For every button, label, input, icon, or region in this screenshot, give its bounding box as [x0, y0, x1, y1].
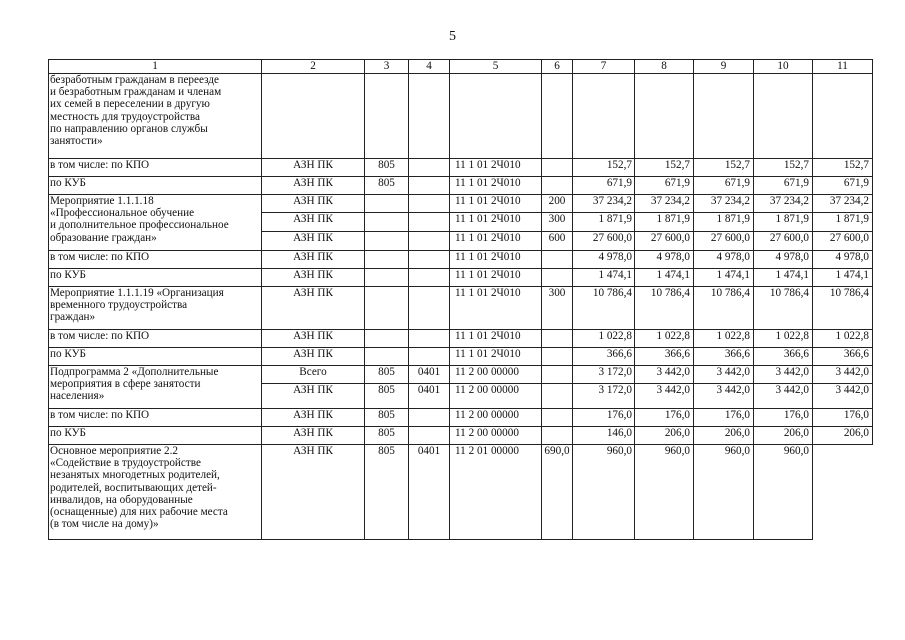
table-cell: [409, 427, 450, 445]
table-cell: [409, 348, 450, 366]
table-cell: 176,0: [813, 409, 873, 427]
table-row: [49, 427, 873, 445]
table-cell: 600: [542, 232, 573, 251]
table-cell: [409, 74, 450, 159]
table-cell: 11 1 01 2Ч010: [450, 330, 542, 348]
table-cell: 805: [365, 177, 409, 195]
table-cell: 4 978,0: [813, 251, 873, 269]
table-cell: 960,0: [694, 445, 754, 540]
table-cell: [813, 74, 873, 159]
table-cell: АЗН ПК: [262, 384, 365, 409]
table-cell: [262, 74, 365, 159]
table-cell: 671,9: [635, 177, 694, 195]
table-cell: 3 442,0: [813, 366, 873, 384]
table-cell: [542, 251, 573, 269]
table-cell: 805: [365, 366, 409, 384]
table-cell: 690,0: [542, 445, 573, 540]
table-cell: 10 786,4: [754, 287, 813, 330]
table-cell: 366,6: [635, 348, 694, 366]
table-cell: 0401: [409, 445, 450, 540]
table-cell: 960,0: [754, 445, 813, 540]
page-number: 5: [449, 29, 456, 44]
table-cell: АЗН ПК: [262, 427, 365, 445]
table-cell: 152,7: [813, 159, 873, 177]
column-header: 8: [635, 60, 694, 74]
table-cell: 11 1 01 2Ч010: [450, 251, 542, 269]
table-cell: 366,6: [754, 348, 813, 366]
table-cell: [365, 74, 409, 159]
table-cell: [450, 74, 542, 159]
table-cell: 300: [542, 287, 573, 330]
table-cell: 805: [365, 384, 409, 409]
table-cell: 11 2 00 00000: [450, 384, 542, 409]
table-cell: 1 871,9: [813, 213, 873, 232]
table-cell: [409, 159, 450, 177]
table-cell: 1 871,9: [694, 213, 754, 232]
table-cell: 4 978,0: [754, 251, 813, 269]
table-cell: [542, 409, 573, 427]
table-row: [49, 177, 873, 195]
table-cell: 960,0: [573, 445, 635, 540]
row-label: в том числе: по КПО: [49, 330, 262, 348]
table-cell: 11 1 01 2Ч010: [450, 348, 542, 366]
table-cell: [365, 195, 409, 213]
table-cell: 27 600,0: [694, 232, 754, 251]
table-cell: 10 786,4: [813, 287, 873, 330]
table-cell: 206,0: [635, 427, 694, 445]
table-cell: 37 234,2: [754, 195, 813, 213]
budget-table: [48, 59, 873, 540]
table-row: [49, 445, 873, 540]
row-label: Подпрограмма 2 «Дополнительные мероприятия в сфере занятости населения»: [49, 366, 262, 409]
table-cell: АЗН ПК: [262, 445, 365, 540]
row-label: по КУБ: [49, 427, 262, 445]
table-cell: Всего: [262, 366, 365, 384]
table-cell: 805: [365, 427, 409, 445]
table-cell: 1 022,8: [694, 330, 754, 348]
table-cell: 11 1 01 2Ч010: [450, 287, 542, 330]
table-cell: 37 234,2: [573, 195, 635, 213]
table-cell: 4 978,0: [635, 251, 694, 269]
table-cell: [365, 251, 409, 269]
column-header: 3: [365, 60, 409, 74]
table-row: [49, 269, 873, 287]
table-cell: 366,6: [813, 348, 873, 366]
table-cell: 10 786,4: [694, 287, 754, 330]
table-cell: 300: [542, 213, 573, 232]
table-cell: 4 978,0: [694, 251, 754, 269]
table-cell: 27 600,0: [813, 232, 873, 251]
table-cell: [542, 159, 573, 177]
table-cell: [542, 330, 573, 348]
table-cell: [365, 330, 409, 348]
table-cell: [542, 269, 573, 287]
row-label: по КУБ: [49, 177, 262, 195]
column-header: 4: [409, 60, 450, 74]
table-cell: 366,6: [573, 348, 635, 366]
table-cell: 3 442,0: [635, 366, 694, 384]
table-cell: [409, 195, 450, 213]
table-cell: 805: [365, 159, 409, 177]
table-cell: 11 2 00 00000: [450, 409, 542, 427]
table-cell: [542, 384, 573, 409]
table-cell: 4 978,0: [573, 251, 635, 269]
table-cell: 176,0: [694, 409, 754, 427]
table-cell: 805: [365, 445, 409, 540]
table-cell: 176,0: [635, 409, 694, 427]
table-cell: 10 786,4: [635, 287, 694, 330]
table-cell: 1 871,9: [754, 213, 813, 232]
table-row: [49, 287, 873, 330]
table-cell: 366,6: [694, 348, 754, 366]
table-cell: [409, 177, 450, 195]
table-cell: [542, 74, 573, 159]
table-cell: 37 234,2: [635, 195, 694, 213]
table-cell: 11 1 01 2Ч010: [450, 232, 542, 251]
table-cell: [409, 213, 450, 232]
table-cell: [542, 177, 573, 195]
table-cell: 1 474,1: [573, 269, 635, 287]
column-header: 11: [813, 60, 873, 74]
table-cell: [409, 232, 450, 251]
table-cell: АЗН ПК: [262, 269, 365, 287]
table-cell: 1 474,1: [635, 269, 694, 287]
table-cell: [365, 287, 409, 330]
table-cell: 671,9: [573, 177, 635, 195]
table-cell: [409, 287, 450, 330]
table-cell: [365, 269, 409, 287]
table-cell: 1 022,8: [754, 330, 813, 348]
table-cell: АЗН ПК: [262, 251, 365, 269]
table-cell: [365, 232, 409, 251]
table-cell: 1 474,1: [694, 269, 754, 287]
table-row: [49, 348, 873, 366]
column-header: 6: [542, 60, 573, 74]
table-cell: АЗН ПК: [262, 213, 365, 232]
table-cell: 3 442,0: [754, 384, 813, 409]
table-cell: 671,9: [754, 177, 813, 195]
table-cell: АЗН ПК: [262, 348, 365, 366]
table-cell: 11 1 01 2Ч010: [450, 213, 542, 232]
row-label: по КУБ: [49, 348, 262, 366]
table-cell: 37 234,2: [694, 195, 754, 213]
table-cell: [635, 74, 694, 159]
table-cell: 176,0: [754, 409, 813, 427]
column-header: 2: [262, 60, 365, 74]
table-cell: [409, 251, 450, 269]
table-cell: 11 2 01 00000: [450, 445, 542, 540]
column-header: 1: [49, 60, 262, 74]
table-cell: 11 1 01 2Ч010: [450, 269, 542, 287]
table-cell: 0401: [409, 366, 450, 384]
table-cell: [365, 348, 409, 366]
table-cell: 3 442,0: [694, 384, 754, 409]
table-row: [49, 251, 873, 269]
table-cell: 37 234,2: [813, 195, 873, 213]
row-label: безработным гражданам в переезде и безработным гражданам и членам их семей в переселении в другую местность для трудоустройства по направлению органов службы занятости»: [49, 74, 262, 159]
table-cell: 27 600,0: [573, 232, 635, 251]
table-cell: 27 600,0: [635, 232, 694, 251]
table-cell: [754, 74, 813, 159]
table-cell: 27 600,0: [754, 232, 813, 251]
table-cell: 152,7: [573, 159, 635, 177]
table-cell: [365, 213, 409, 232]
table-cell: 206,0: [754, 427, 813, 445]
table-cell: 3 442,0: [694, 366, 754, 384]
table-cell: [542, 348, 573, 366]
table-cell: 1 022,8: [635, 330, 694, 348]
table-row: [49, 195, 873, 213]
table-cell: 1 022,8: [813, 330, 873, 348]
table-cell: 176,0: [573, 409, 635, 427]
table-cell: АЗН ПК: [262, 330, 365, 348]
table-cell: 805: [365, 409, 409, 427]
table-cell: 206,0: [813, 427, 873, 445]
table-cell: 11 2 00 00000: [450, 366, 542, 384]
table-cell: 3 442,0: [813, 384, 873, 409]
header-row: [49, 60, 873, 74]
table-cell: 3 442,0: [635, 384, 694, 409]
table-cell: АЗН ПК: [262, 232, 365, 251]
row-label: Основное мероприятие 2.2 «Содействие в трудоустройстве незанятых многодетных родителей, родителей, воспитывающих детей- инвалидов, на оборудованные (оснащенные) для них рабочие места (в том числе на дому)»: [49, 445, 262, 540]
column-header: 5: [450, 60, 542, 74]
table-cell: 200: [542, 195, 573, 213]
row-label: в том числе: по КПО: [49, 409, 262, 427]
table-cell: АЗН ПК: [262, 195, 365, 213]
table-cell: АЗН ПК: [262, 177, 365, 195]
table-cell: 3 442,0: [754, 366, 813, 384]
table-cell: [409, 269, 450, 287]
table-cell: [573, 74, 635, 159]
table-cell: [542, 366, 573, 384]
row-label: по КУБ: [49, 269, 262, 287]
table-cell: АЗН ПК: [262, 159, 365, 177]
table-cell: 671,9: [813, 177, 873, 195]
table-row: [49, 366, 873, 384]
table-cell: 152,7: [754, 159, 813, 177]
table-cell: АЗН ПК: [262, 287, 365, 330]
table-cell: 206,0: [694, 427, 754, 445]
table-cell: 3 172,0: [573, 366, 635, 384]
table-cell: 152,7: [694, 159, 754, 177]
table-cell: 10 786,4: [573, 287, 635, 330]
table-cell: 1 871,9: [573, 213, 635, 232]
table-cell: 1 474,1: [813, 269, 873, 287]
table-cell: 1 474,1: [754, 269, 813, 287]
row-label: Мероприятие 1.1.1.18 «Профессиональное обучение и дополнительное профессиональное образование граждан»: [49, 195, 262, 251]
row-label: Мероприятие 1.1.1.19 «Организация временного трудоустройства граждан»: [49, 287, 262, 330]
table-row: [49, 330, 873, 348]
table-cell: АЗН ПК: [262, 409, 365, 427]
table-cell: 11 1 01 2Ч010: [450, 195, 542, 213]
table-cell: 0401: [409, 384, 450, 409]
table-row: [49, 74, 873, 159]
column-header: 7: [573, 60, 635, 74]
table-cell: 11 1 01 2Ч010: [450, 159, 542, 177]
column-header: 10: [754, 60, 813, 74]
table-cell: 1 871,9: [635, 213, 694, 232]
table-cell: [694, 74, 754, 159]
table-cell: 960,0: [635, 445, 694, 540]
table-cell: 3 172,0: [573, 384, 635, 409]
row-label: в том числе: по КПО: [49, 251, 262, 269]
table-cell: 11 2 00 00000: [450, 427, 542, 445]
table-cell: 671,9: [694, 177, 754, 195]
table-cell: 146,0: [573, 427, 635, 445]
table-body: [49, 60, 873, 540]
row-label: в том числе: по КПО: [49, 159, 262, 177]
table-cell: 11 1 01 2Ч010: [450, 177, 542, 195]
table-cell: [409, 330, 450, 348]
table-cell: [542, 427, 573, 445]
table-cell: 152,7: [635, 159, 694, 177]
table-row: [49, 409, 873, 427]
table-cell: 1 022,8: [573, 330, 635, 348]
table-cell: [409, 409, 450, 427]
column-header: 9: [694, 60, 754, 74]
table-row: [49, 159, 873, 177]
